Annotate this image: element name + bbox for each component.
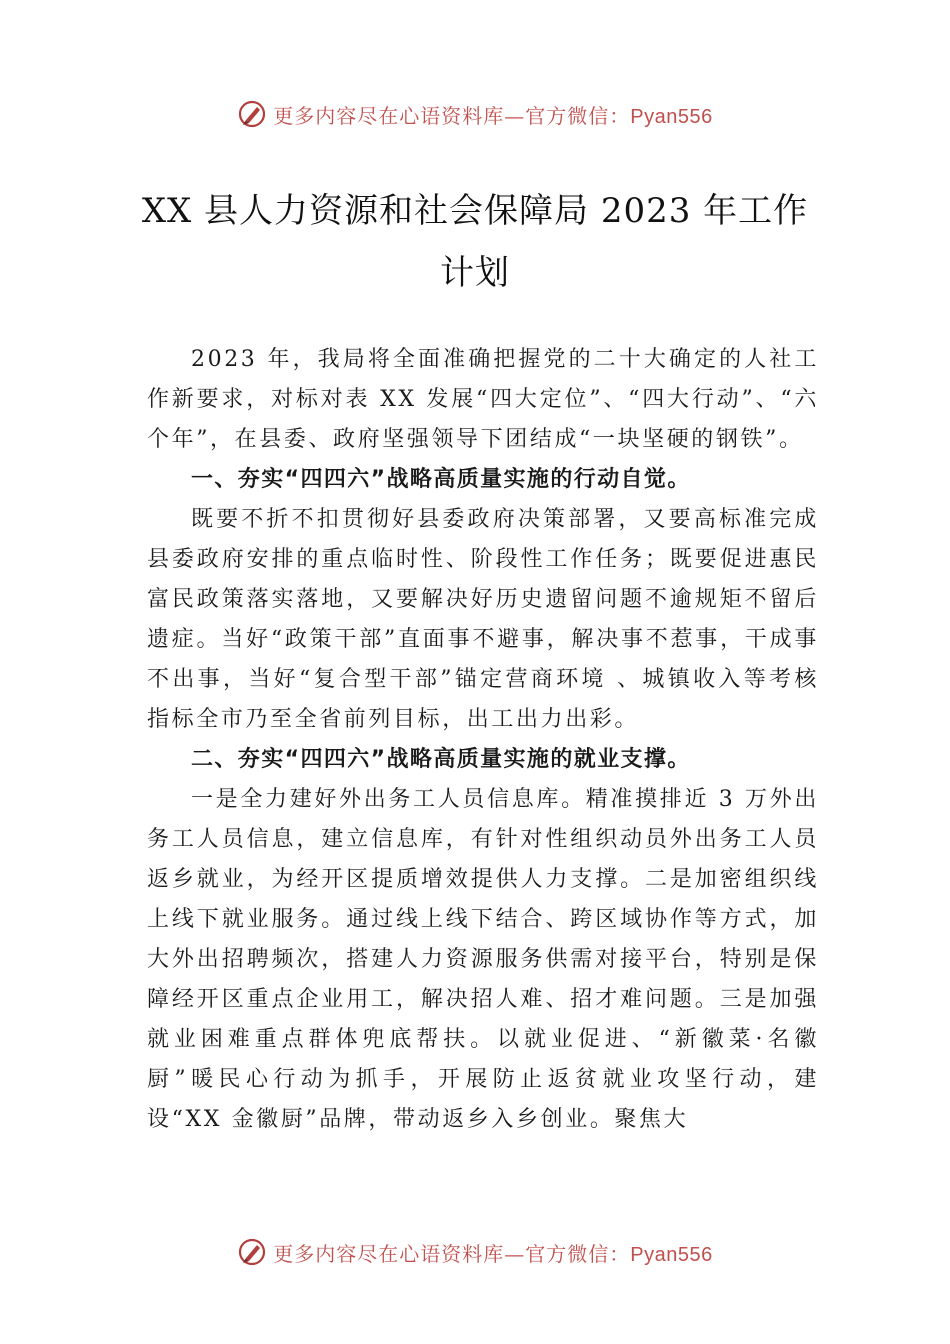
title-line-1: XX 县人力资源和社会保障局 2023 年工作 (141, 191, 809, 231)
watermark-text (273, 1238, 712, 1267)
section-2-paragraph: 一是全力建好外出务工人员信息库。精准摸排近 3 万外出务工人员信息，建立信息库，有针对性组织动员外出务工人员返乡就业，为经开区提质增效提供人力支撑。二是加密组织线上线下就业服务。通过线上线下结合、跨区域协作等方式，加大外出招聘频次，搭建人力资源服务供需对接平台，特别是保障经开区重点企业用工，解决招人难、招才难问题。三是加强就业困难重点群体兜底帮扶。以就业促进、“新徽菜·名徽厨”暖民心行动为抓手，开展防止返贫就业攻坚行动，建设“XX 金徽厨”品牌，带动返乡入乡创业。聚焦大 (147, 787, 819, 1132)
section-1-paragraph: 既要不折不扣贯彻好县委政府决策部署，又要高标准完成县委政府安排的重点临时性、阶段性工作任务；既要促进惠民富民政策落实落地，又要解决好历史遗留问题不逾规矩不留后遗症。当好“政策干部”直面事不避事，解决事不惹事，干成事不出事，当好“复合型干部”锚定营商环境 、城镇收入等考核指标全市乃至全省前列目标，出工出力出彩。 (147, 507, 819, 732)
document-body (147, 340, 819, 1140)
header-watermark (0, 96, 950, 132)
pen-logo-icon (237, 1237, 267, 1267)
footer-watermark (0, 1234, 950, 1270)
watermark-label: 更多内容尽在心语资料库—官方微信： (273, 1241, 631, 1266)
document-title (120, 180, 830, 304)
watermark-text (273, 100, 712, 129)
watermark-wechat-id: Pyan556 (630, 1243, 713, 1266)
watermark-label: 更多内容尽在心语资料库—官方微信： (273, 103, 631, 128)
watermark-wechat-id: Pyan556 (630, 105, 713, 128)
section-2-heading: 二、夯实“四四六”战略高质量实施的就业支撑。 (191, 747, 691, 772)
pen-logo-icon (237, 99, 267, 129)
section-1-heading: 一、夯实“四四六”战略高质量实施的行动自觉。 (191, 467, 691, 492)
intro-paragraph: 2023 年，我局将全面准确把握党的二十大确定的人社工作新要求，对标对表 XX 发展“四大定位”、“四大行动”、“六个年”，在县委、政府坚强领导下团结成“一块坚硬的钢铁”。 (147, 347, 819, 452)
title-line-2: 计划 (440, 253, 510, 293)
